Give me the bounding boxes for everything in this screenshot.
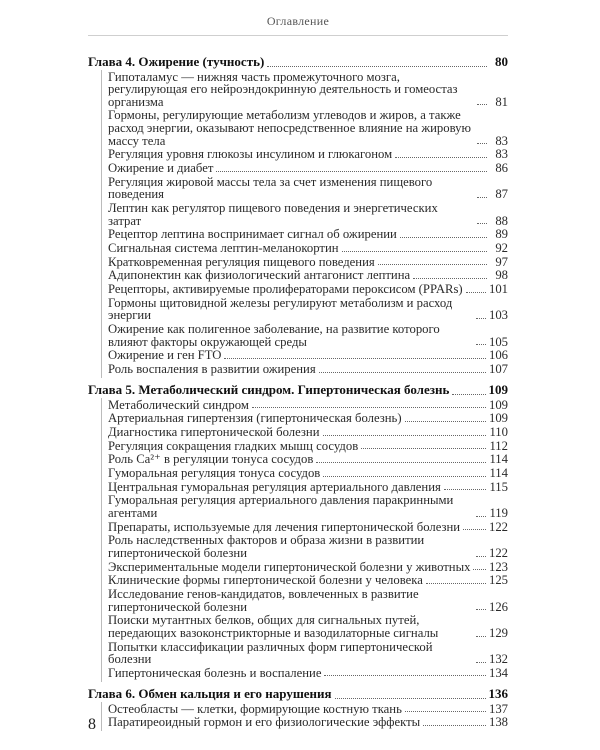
entry-title: Ожирение как полигенное заболевание, на развитие которого влияют факторы окружающей среды [108, 321, 440, 349]
entry-title: Остеобласты — клетки, формирующие костную ткань [108, 701, 402, 716]
entry-page-number: 101 [488, 281, 508, 296]
entry-title: Гипертоническая болезнь и воспаление [108, 665, 322, 680]
entry-page-number: 88 [495, 213, 508, 228]
entry-page-number: 89 [495, 227, 508, 242]
toc-entry[interactable] [108, 228, 508, 242]
entry-title: Гуморальная регуляция артериального давления паракринными агентами [108, 493, 454, 521]
toc-entry[interactable] [108, 296, 508, 322]
toc-entry[interactable] [108, 520, 508, 534]
entry-title: Регуляция сокращения гладких мышц сосудов [108, 438, 359, 453]
chapter-section [88, 683, 508, 731]
chapter-title: Глава 5. Метаболический синдром. Гипертоническая болезнь [88, 382, 450, 398]
entry-title: Попытки классификации различных форм гипертонической болезни [108, 639, 433, 667]
chapter-entries [101, 70, 508, 378]
dot-leader [466, 292, 486, 293]
entry-title: Рецептор лептина воспринимает сигнал об ожирении [108, 227, 397, 242]
entry-title: Артериальная гипертензия (гипертоническая болезнь) [108, 411, 402, 426]
entry-title: Диагностика гипертонической болезни [108, 424, 320, 439]
dot-leader [405, 711, 486, 712]
entry-title: Гормоны щитовидной железы регулируют метаболизм и расход энергии [108, 295, 453, 323]
dot-leader [316, 462, 486, 463]
toc-entry[interactable] [108, 241, 508, 255]
entry-page-number: 87 [495, 187, 508, 202]
dot-leader [444, 489, 487, 490]
entry-title: Роль наследственных факторов и образа жизни в развитии гипертонической болезни [108, 533, 425, 560]
entry-title: Регуляция уровня глюкозы инсулином и глюкагоном [108, 147, 393, 162]
toc-entry[interactable] [108, 480, 508, 494]
dot-leader [378, 264, 487, 265]
entry-page-number: 109 [488, 397, 508, 412]
chapter-page-number: 136 [488, 686, 508, 702]
entry-page-number: 115 [489, 479, 508, 494]
entry-page-number: 109 [488, 411, 508, 426]
dot-leader [224, 358, 486, 359]
entry-title: Паратиреоидный гормон и его физиологические эффекты [108, 715, 421, 730]
entry-page-number: 112 [489, 438, 508, 453]
toc-entry[interactable] [108, 175, 508, 201]
toc-entry[interactable] [108, 362, 508, 376]
entry-title: Ожирение и ген FTO [108, 348, 222, 363]
entry-page-number: 137 [488, 701, 508, 716]
entry-title: Клинические формы гипертонической болезни у человека [108, 573, 423, 588]
dot-leader [342, 251, 487, 252]
entry-page-number: 126 [488, 599, 508, 614]
entry-page-number: 103 [488, 308, 508, 323]
entry-title: Гормоны, регулирующие метаболизм углеводов и жиров, а также расход энергии, оказывают непосредственное влияние на жировую массу тела [108, 108, 471, 148]
toc-entry[interactable] [108, 640, 508, 666]
entry-title: Экспериментальные модели гипертонической болезни у животных [108, 559, 471, 574]
entry-page-number: 138 [488, 715, 508, 730]
dot-leader [476, 516, 486, 517]
dot-leader [267, 66, 487, 67]
running-header [88, 0, 508, 36]
chapter-title: Глава 4. Ожирение (тучность) [88, 54, 265, 69]
dot-leader [405, 421, 486, 422]
dot-leader [413, 278, 487, 279]
dot-leader [476, 556, 486, 557]
entry-title: Адипонектин как физиологический антагонист лептина [108, 268, 411, 283]
entry-title: Исследование генов-кандидатов, вовлеченных в развитие гипертонической болезни [108, 587, 419, 614]
dot-leader [323, 435, 487, 436]
dot-leader [324, 675, 485, 676]
toc-entry[interactable] [108, 702, 508, 716]
table-of-contents [88, 51, 508, 732]
dot-leader [323, 476, 486, 477]
toc-entry[interactable] [108, 467, 508, 481]
page-number: 8 [88, 716, 96, 733]
chapter-entries [101, 398, 508, 682]
entry-page-number: 92 [495, 240, 508, 255]
chapter-page-number: 109 [488, 382, 508, 398]
entry-page-number: 114 [489, 466, 508, 481]
entry-page-number: 98 [495, 268, 508, 283]
entry-page-number: 83 [495, 133, 508, 148]
dot-leader [335, 698, 486, 699]
entry-page-number: 114 [489, 452, 508, 467]
entry-page-number: 83 [495, 147, 508, 162]
dot-leader [476, 344, 486, 345]
chapter-heading[interactable] [88, 683, 508, 702]
chapter-heading[interactable] [88, 379, 508, 398]
entry-title: Регуляция жировой массы тела за счет изменения пищевого поведения [108, 174, 433, 202]
entry-title: Лептин как регулятор пищевого поведения и энергетических затрат [108, 200, 438, 228]
entry-page-number: 105 [488, 334, 508, 349]
entry-page-number: 129 [488, 625, 508, 640]
toc-entry[interactable] [108, 70, 508, 109]
toc-entry[interactable] [108, 282, 508, 296]
entry-title: Сигнальная система лептин-меланокортин [108, 240, 339, 255]
entry-title: Гипоталамус — нижняя часть промежуточного мозга, регулирующая его нейроэндокринную деятельность и гомеостаз организма [108, 69, 458, 109]
dot-leader [476, 662, 486, 663]
entry-page-number: 122 [488, 519, 508, 534]
entry-title: Рецепторы, активируемые пролифераторами пероксисом (PPARs) [108, 281, 463, 296]
toc-entry[interactable] [108, 560, 508, 574]
entry-page-number: 106 [488, 348, 508, 363]
chapter-title: Глава 6. Обмен кальция и его нарушения [88, 686, 332, 702]
entry-title: Препараты, используемые для лечения гипертонической болезни [108, 519, 461, 534]
dot-leader [319, 372, 486, 373]
toc-entry[interactable] [108, 349, 508, 363]
toc-entry[interactable] [108, 201, 508, 227]
dot-leader [477, 143, 487, 144]
chapter-heading[interactable] [88, 51, 508, 70]
dot-leader [395, 157, 487, 158]
entry-page-number: 107 [488, 361, 508, 376]
entry-page-number: 122 [488, 545, 508, 560]
entry-page-number: 110 [489, 424, 508, 439]
entry-page-number: 132 [488, 652, 508, 667]
toc-entry[interactable] [108, 322, 508, 348]
dot-leader [477, 104, 487, 105]
entry-title: Поиски мутантных белков, общих для сигнальных путей, передающих вазоконстрикторные и вазодилаторные сигналы [108, 613, 439, 640]
entry-page-number: 134 [488, 665, 508, 680]
entry-title: Центральная гуморальная регуляция артериального давления [108, 479, 441, 494]
toc-entry[interactable] [108, 269, 508, 283]
toc-entry[interactable] [108, 412, 508, 426]
entry-page-number: 97 [495, 254, 508, 269]
toc-entry[interactable] [108, 453, 508, 467]
dot-leader [361, 448, 486, 449]
dot-leader [423, 725, 486, 726]
toc-entry[interactable] [108, 161, 508, 175]
dot-leader [400, 237, 487, 238]
toc-entry[interactable] [108, 716, 508, 730]
toc-entry[interactable] [108, 666, 508, 680]
toc-entry[interactable] [108, 614, 508, 640]
toc-entry[interactable] [108, 148, 508, 162]
dot-leader [477, 197, 487, 198]
chapter-page-number: 80 [495, 54, 508, 69]
dot-leader [473, 569, 486, 570]
toc-entry[interactable] [108, 439, 508, 453]
toc-entry[interactable] [108, 574, 508, 588]
toc-entry[interactable] [108, 425, 508, 439]
entry-page-number: 119 [489, 506, 508, 521]
entry-title: Кратковременная регуляция пищевого поведения [108, 254, 375, 269]
running-header-title: Оглавление [266, 14, 330, 28]
dot-leader [476, 318, 486, 319]
entry-page-number: 86 [495, 160, 508, 175]
entry-page-number: 81 [495, 94, 508, 109]
toc-entry[interactable] [108, 398, 508, 412]
entry-page-number: 125 [488, 573, 508, 588]
header-divider [88, 35, 508, 36]
entry-page-number: 123 [488, 559, 508, 574]
toc-entry[interactable] [108, 109, 508, 148]
toc-entry[interactable] [108, 494, 508, 520]
entry-title: Ожирение и диабет [108, 160, 214, 175]
dot-leader [452, 394, 485, 395]
dot-leader [252, 407, 486, 408]
dot-leader [476, 609, 486, 610]
chapter-section [88, 51, 508, 378]
chapter-entries [101, 702, 508, 731]
toc-entry[interactable] [108, 534, 508, 560]
entry-title: Роль воспаления в развитии ожирения [108, 361, 316, 376]
entry-title: Гуморальная регуляция тонуса сосудов [108, 466, 321, 481]
dot-leader [463, 529, 486, 530]
dot-leader [476, 636, 486, 637]
dot-leader [477, 223, 487, 224]
entry-title: Роль Ca²⁺ в регуляции тонуса сосудов [108, 452, 314, 467]
toc-entry[interactable] [108, 255, 508, 269]
entry-title: Метаболический синдром [108, 397, 249, 412]
chapter-section [88, 379, 508, 682]
toc-entry[interactable] [108, 588, 508, 614]
dot-leader [216, 171, 487, 172]
dot-leader [426, 583, 486, 584]
